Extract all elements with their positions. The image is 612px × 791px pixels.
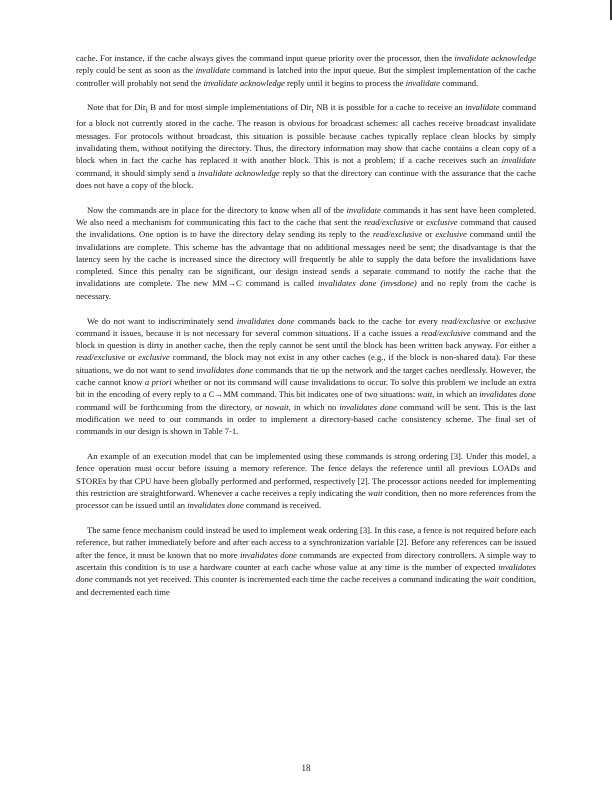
emphasis: invalidates done (invsdone) bbox=[317, 278, 417, 289]
text-run: We do not want to indiscriminately send bbox=[87, 315, 237, 326]
emphasis: exclusive bbox=[426, 216, 458, 227]
emphasis: read/exclusive bbox=[372, 229, 423, 240]
emphasis: exclusive bbox=[504, 315, 536, 326]
text-run: reply could be sent as soon as the bbox=[76, 65, 196, 76]
text-run: command for a block not currently stored in the cache. The reason is obvious for broadcast schemes: all caches receive broadcast invalidate messages. For protocols without broadcast, this situation is possible because caches typically replace clean blocks by simply invalidating them, without notifying the directory. Thus, the directory information may show that cache contains a clean copy of a block when in fact the cache has replaced it with another block. This is not a problem; if a cache receives such an bbox=[76, 102, 536, 166]
emphasis: invalidates done bbox=[236, 315, 295, 326]
subscript: i bbox=[145, 107, 148, 116]
text-run: or bbox=[422, 229, 436, 240]
emphasis: invalidate bbox=[501, 155, 536, 166]
emphasis: exclusive bbox=[435, 229, 467, 240]
text-run: , in which no bbox=[288, 401, 340, 412]
text-run: Now the commands are in place for the directory to know when all of the bbox=[87, 204, 347, 215]
paragraph bbox=[76, 52, 536, 89]
paragraph bbox=[76, 524, 536, 598]
emphasis: invalidates done bbox=[339, 401, 397, 412]
paragraph bbox=[76, 450, 536, 511]
emphasis: invalidate bbox=[195, 65, 230, 76]
emphasis: nowait bbox=[265, 401, 289, 412]
text-run: command until the invalidations are complete. This scheme has the advantage that no additional messages need be sent; the disadvantage is that the latency seen by the cache is increased since the directory will frequently be able to supply the data before the invalidations have completed. Since this penalty can be significant, our design instead sends a separate command to notify the cache that the invalidations are complete. The new MM→C command is called bbox=[76, 229, 536, 289]
emphasis: invalidates done bbox=[240, 549, 297, 560]
text-run: commands it has sent have been completed. We also need a mechanism for communicating this fact to the cache that sent the bbox=[76, 204, 537, 227]
emphasis: wait bbox=[484, 574, 500, 585]
emphasis: invalidate acknowledge bbox=[454, 53, 536, 63]
page-number: 18 bbox=[301, 763, 311, 773]
text-run: and no reply from the cache is necessary. bbox=[76, 278, 536, 301]
text-run: command it issues, because it is not necessary for several common situations. If a cache issues a bbox=[76, 327, 422, 338]
text-run: command and the block in question is dirty in another cache, then the reply cannot be sent until the block has been written back anyway. For either a bbox=[76, 327, 536, 351]
text-run: , in which an bbox=[432, 389, 480, 400]
text-run: condition, then no more references from the processor can be issued until an bbox=[76, 487, 536, 511]
emphasis: wait bbox=[417, 389, 433, 400]
emphasis: invalidate bbox=[346, 204, 381, 215]
text-run: The same fence mechanism could instead be used to implement weak ordering [3]. In this case, a fence is not required before each reference, but rather immediately before and after each access to a synchronization variable [2]. Before any references can be issued after the fence, it must be known that no more bbox=[76, 525, 536, 560]
text-run: condition, and decremented each time bbox=[76, 574, 536, 597]
text-run: or bbox=[125, 352, 139, 363]
text-run: cache. For instance, if the cache always gives the command input queue priority over the processor, then the bbox=[76, 53, 455, 63]
text-run: B and for most simple implementations of Dir bbox=[147, 102, 312, 113]
emphasis: invalidates done bbox=[479, 389, 536, 400]
document-body bbox=[76, 52, 536, 610]
text-run: Note that for Dir bbox=[87, 102, 146, 113]
text-run: command will be forthcoming from the directory, or bbox=[76, 401, 266, 412]
emphasis: invalidate bbox=[405, 77, 440, 88]
emphasis: invalidates done bbox=[196, 364, 254, 375]
emphasis: read/exclusive bbox=[441, 315, 491, 326]
emphasis: read/exclusive bbox=[364, 216, 414, 227]
paragraph bbox=[76, 315, 536, 438]
emphasis: wait bbox=[367, 487, 383, 498]
text-run: An example of an execution model that can be implemented using these commands is strong ordering [3]. Under this model, a fence operation must occur before issuing a memory reference. The fence delays the reference until all previous LOADs and STOREs by that CPU have been globally performed and performed, respectively [2]. The processor actions needed for implementing this restriction are straightforward. Whenever a cache receives a reply indicating the bbox=[76, 451, 536, 498]
emphasis: invalidate acknowledge bbox=[197, 167, 280, 178]
emphasis: invalidate acknowledge bbox=[203, 77, 285, 88]
text-run: commands are expected from directory controllers. A simple way to ascertain this condition is to use a hardware counter at each cache whose value at any time is the number of expected bbox=[76, 549, 536, 572]
text-run: reply until it begins to process the bbox=[284, 77, 406, 88]
text-run: command is latched into the input queue. But the simplest implementation of the cache controller will probably not send the bbox=[76, 65, 536, 88]
emphasis: invalidates done bbox=[187, 500, 244, 511]
paragraph bbox=[76, 204, 536, 302]
emphasis: invalidates done bbox=[76, 561, 536, 585]
text-run: reply so that the directory can continue with the assurance that the cache does not have a copy of the block. bbox=[76, 167, 536, 190]
emphasis: a priori bbox=[144, 377, 172, 388]
emphasis: exclusive bbox=[138, 352, 170, 363]
text-run: command, the block may not exist in any other caches (e.g., if the block is non-shared data). For these situations, we do not want to send bbox=[76, 352, 536, 375]
text-run: command is received. bbox=[243, 500, 322, 511]
emphasis: read/exclusive bbox=[76, 352, 126, 363]
paragraph bbox=[76, 101, 536, 191]
text-run: whether or not its command will cause invalidations to occur. To solve this problem we include an extra bit in the encoding of every reply to a C→MM command. This bit indicates one of two situations: bbox=[76, 377, 536, 400]
subscript: i bbox=[311, 107, 314, 116]
text-run: or bbox=[413, 216, 427, 227]
text-run: or bbox=[490, 315, 505, 326]
text-run: commands back to the cache for every bbox=[294, 315, 442, 326]
text-run: command that caused the invalidations. One option is to have the directory delay sending its reply to the bbox=[76, 216, 536, 240]
text-run: command will be sent. This is the last modification we need to our commands in order to implement a directory-based cache consistency scheme. The final set of commands in our design is shown in Table 7-1. bbox=[76, 401, 536, 437]
text-run: command. bbox=[440, 77, 479, 88]
emphasis: invalidate bbox=[465, 102, 500, 113]
text-run: NB it is possible for a cache to receive an bbox=[313, 102, 466, 113]
text-run: commands that tie up the network and the target caches needlessly. However, the cache cannot know bbox=[76, 364, 536, 388]
emphasis: read/exclusive bbox=[421, 327, 471, 338]
text-run: command, it should simply send a bbox=[76, 167, 198, 178]
text-run: commands not yet received. This counter is incremented each time the cache receives a command indicating the bbox=[92, 574, 485, 585]
